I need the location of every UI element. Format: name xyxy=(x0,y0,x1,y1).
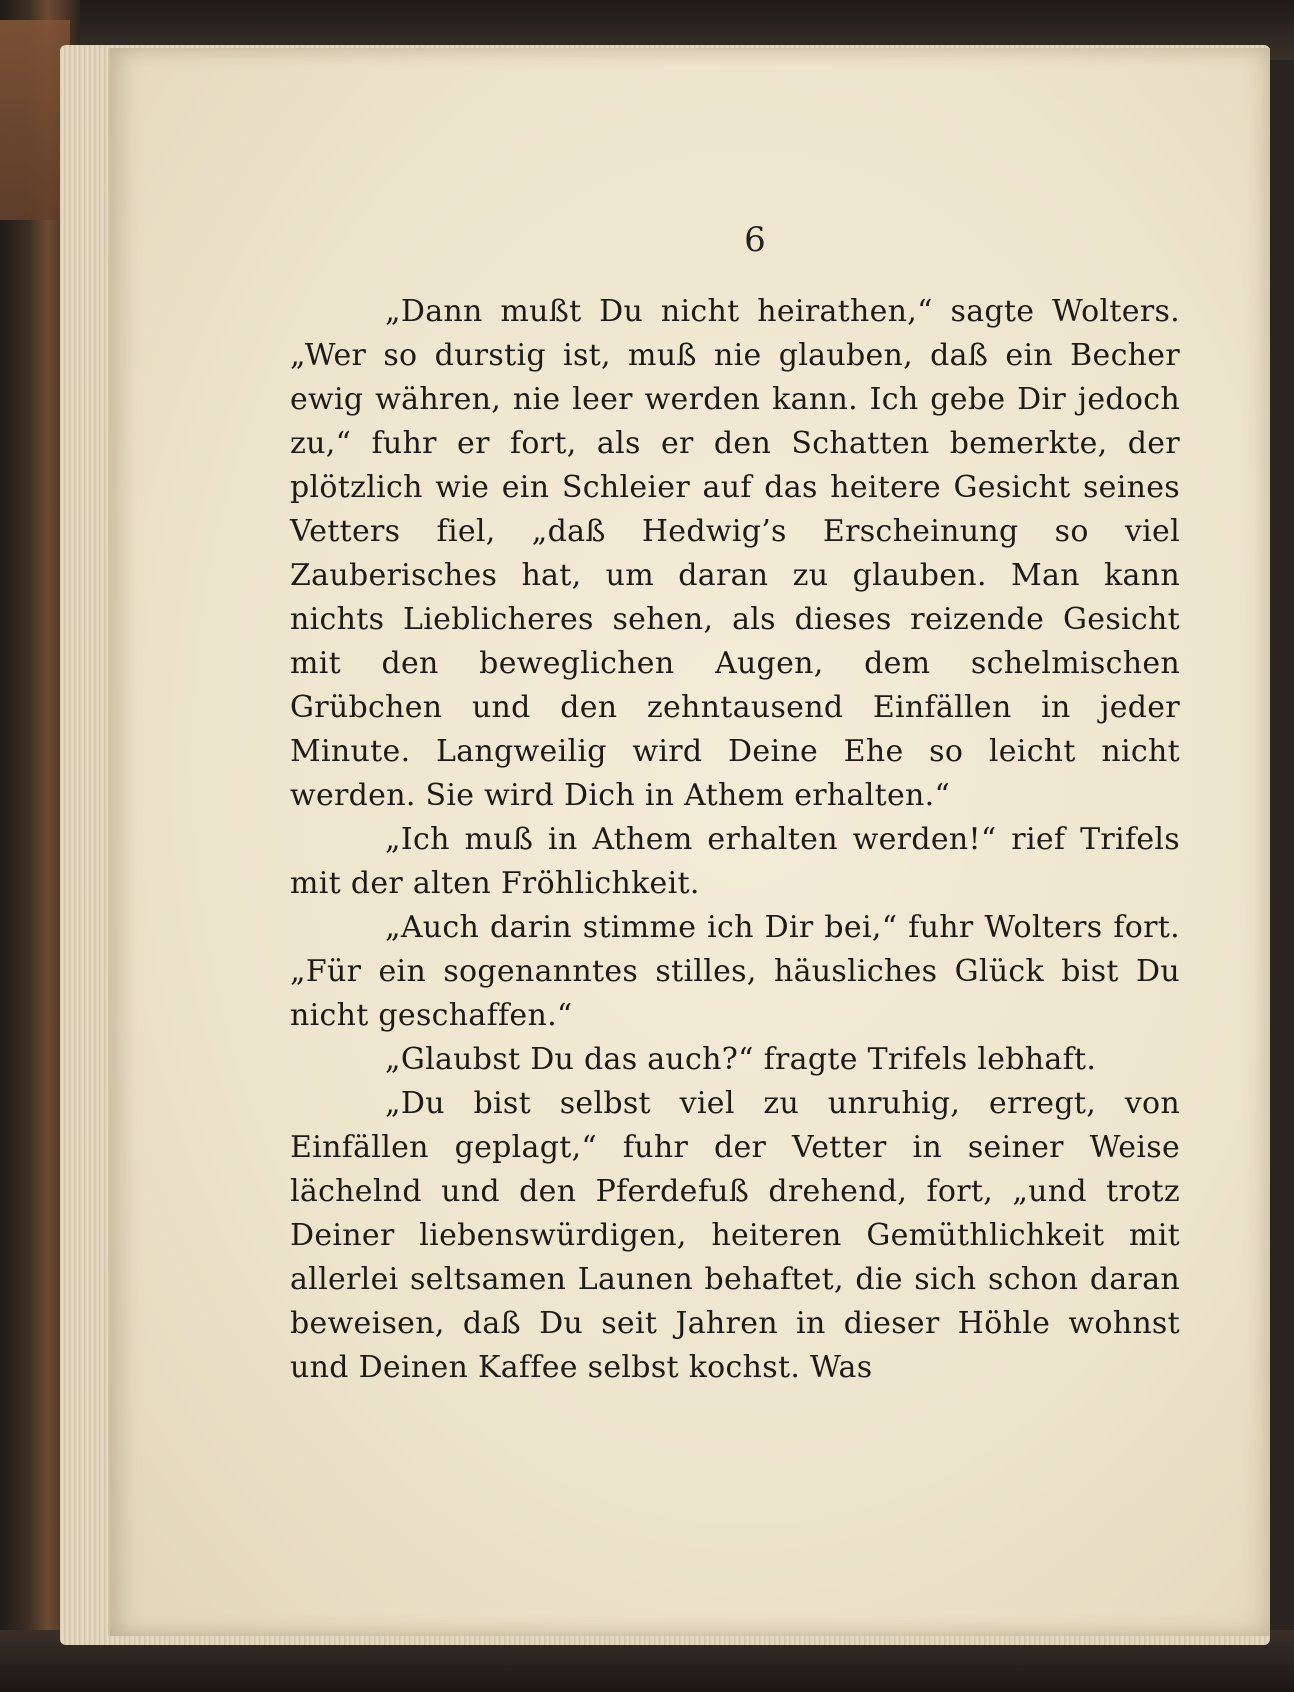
paragraph: „Glaubst Du das auch?“ fragte Trifels lebhaft. xyxy=(385,1042,1097,1077)
paragraph: „Ich muß in Athem erhalten werden!“ rief Trifels mit der alten Fröhlichkeit. xyxy=(290,822,1180,901)
paragraph: „Auch darin stimme ich Dir bei,“ fuhr Wolters fort. „Für ein sogenanntes stilles, häusliches Glück bist Du nicht geschaffen.“ xyxy=(290,910,1180,1033)
paragraph: „Dann mußt Du nicht heirathen,“ sagte Wolters. „Wer so durstig ist, muß nie glauben, daß ein Becher ewig währen, nie leer werden kann. Ich gebe Dir jedoch zu,“ fuhr er fort, als er den Schatten bemerkte, der plötzlich wie ein Schleier auf das heitere Gesicht seines Vetters fiel, „daß Hedwig’s Erscheinung so viel Zauberisches hat, um daran zu glauben. Man kann nichts Lieblicheres sehen, als dieses reizende Gesicht mit den beweglichen Augen, dem schelmischen Grübchen und den zehntausend Einfällen in jeder Minute. Langweilig wird Deine Ehe so leicht nicht werden. Sie wird Dich in Athem erhalten.“ xyxy=(290,294,1180,813)
body-text xyxy=(290,290,1180,1390)
page-number: 6 xyxy=(744,220,766,260)
paragraph: „Du bist selbst viel zu unruhig, erregt, von Einfällen geplagt,“ fuhr der Vetter in seiner Weise lächelnd und den Pferdefuß drehend, fort, „und trotz Deiner liebenswürdigen, heiteren Gemüthlichkeit mit allerlei seltsamen Launen behaftet, die sich schon daran beweisen, daß Du seit Jahren in dieser Höhle wohnst und Deinen Kaffee selbst kochst. Was xyxy=(290,1086,1180,1385)
